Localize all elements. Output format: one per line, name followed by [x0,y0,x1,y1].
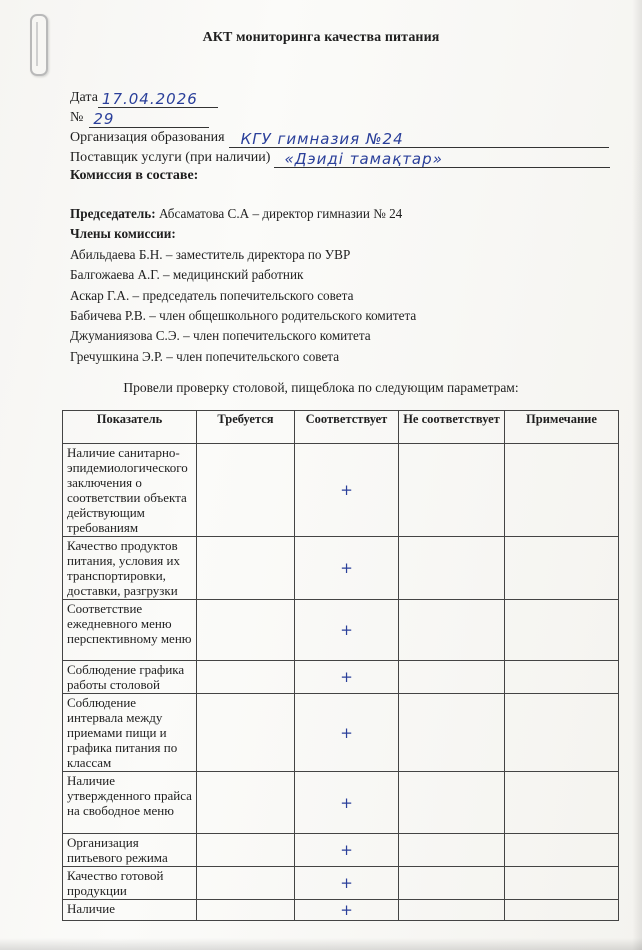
paper-edge-shadow [632,0,642,950]
required-cell [197,537,295,600]
table-row [63,661,619,694]
complies-mark: + [295,600,399,661]
complies-mark: + [295,867,399,900]
member-line: Балгожаева А.Г. – медицинский работник [70,267,304,283]
parameter-cell: Соблюдение интервала между приемами пищи и графика питания по классам [63,694,197,772]
required-cell [197,661,295,694]
complies-mark: + [295,661,399,694]
paper-bottom-shadow [0,938,642,950]
table-row [63,900,619,921]
not-complies-cell [399,834,505,867]
header-note: Примечание [505,411,619,444]
member-line: Абильдаева Б.Н. – заместитель директора по УВР [70,246,351,262]
table-row [63,694,619,772]
required-cell [197,834,295,867]
note-cell [505,772,619,834]
table-row [63,600,619,661]
date-label: Дата [70,90,98,105]
date-field [70,88,218,108]
note-cell [505,661,619,694]
header-complies: Соответствует [295,411,399,444]
supplier-label: Поставщик услуги (при наличии) [70,150,271,165]
table-row [63,444,619,537]
organization-value: КГУ гимназия №24 [240,130,404,148]
chair-label: Председатель: [70,206,156,221]
not-complies-cell [399,537,505,600]
member-line: Бабичева Р.В. – член общешкольного родительского комитета [70,308,417,324]
table-row [63,537,619,600]
complies-mark: + [295,772,399,834]
not-complies-cell [399,661,505,694]
required-cell [197,600,295,661]
header-required: Требуется [197,411,295,444]
complies-mark: + [295,694,399,772]
member-line: Аскар Г.А. – председатель попечительского совета [70,287,354,303]
note-cell [505,600,619,661]
note-cell [505,537,619,600]
required-cell [197,694,295,772]
required-cell [197,900,295,921]
table-row [63,772,619,834]
complies-mark: + [295,537,399,600]
header-parameter: Показатель [63,411,197,444]
number-label: № [70,110,84,125]
not-complies-cell [399,600,505,661]
parameter-cell: Качество продуктов питания, условия их транспортировки, доставки, разгрузки [63,537,197,600]
not-complies-cell [399,900,505,921]
not-complies-cell [399,444,505,537]
parameter-cell: Наличие утвержденного прайса на свободное меню [63,772,197,834]
parameter-cell: Организация питьевого режима [63,834,197,867]
note-cell [505,444,619,537]
members-heading: Члены комиссии: [70,226,176,242]
organization-field [70,128,609,148]
complies-mark: + [295,900,399,921]
commission-members [70,204,416,367]
complies-mark: + [295,834,399,867]
not-complies-cell [399,867,505,900]
supplier-value: «Дэиді тамақтар» [284,150,443,168]
commission-heading: Комиссия в составе: [70,168,199,183]
note-cell [505,834,619,867]
number-value: 29 [93,110,115,128]
table-row [63,867,619,900]
chair-line [70,204,416,224]
chair-value: Абсаматова С.А – директор гимназии № 24 [158,206,403,221]
header-not-complies: Не соответствует [399,411,505,444]
parameter-cell: Соблюдение графика работы столовой [63,661,197,694]
table-header-row [63,411,619,444]
complies-mark: + [295,444,399,537]
note-cell [505,900,619,921]
not-complies-cell [399,694,505,772]
required-cell [197,867,295,900]
parameters-table [62,410,619,921]
member-line: Гречушкина Э.Р. – член попечительского совета [70,348,340,364]
parameter-cell: Наличие [63,900,197,921]
check-intro: Провели проверку столовой, пищеблока по следующим параметрам: [123,380,519,395]
supplier-field [70,148,610,168]
note-cell [505,694,619,772]
number-field [70,108,209,128]
parameter-cell: Наличие санитарно-эпидемиологического заключения о соответствии объекта действующим требованиям [63,444,197,537]
required-cell [197,772,295,834]
document-title: АКТ мониторинга качества питания [202,30,440,45]
not-complies-cell [399,772,505,834]
parameter-cell: Качество готовой продукции [63,867,197,900]
organization-label: Организация образования [70,130,225,145]
date-value: 17.04.2026 [101,90,198,108]
member-line: Джуманиязова С.Э. – член попечительского комитета [70,328,371,344]
required-cell [197,444,295,537]
table-row [63,834,619,867]
note-cell [505,867,619,900]
parameter-cell: Соответствие ежедневного меню перспективному меню [63,600,197,661]
